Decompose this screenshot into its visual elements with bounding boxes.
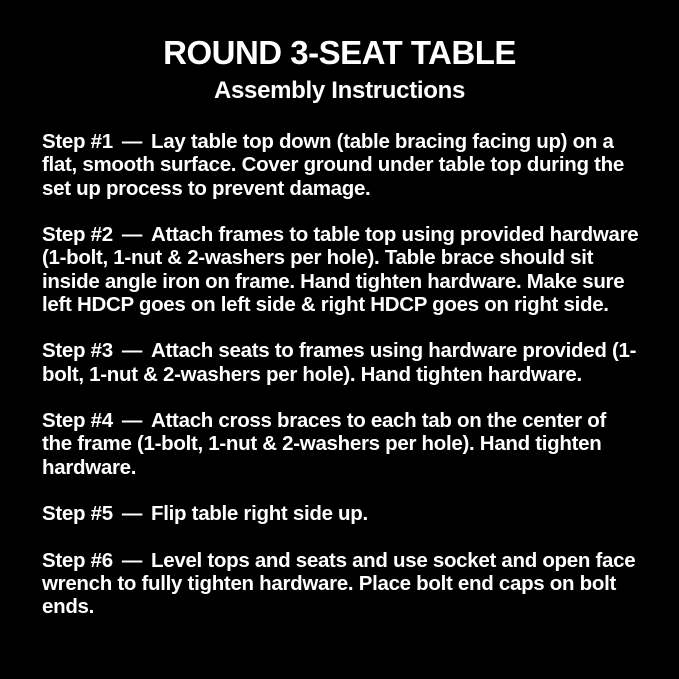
step-3 xyxy=(42,339,641,386)
step-4 xyxy=(42,409,641,479)
step-3-text: Attach seats to frames using hardware provided (1-bolt, 1-nut & 2-washers per hole). Hand tighten hardware. xyxy=(42,339,637,386)
step-6-separator: — xyxy=(121,548,143,572)
page-subtitle: Assembly Instructions xyxy=(213,76,466,104)
step-1-text: Lay table top down (table bracing facing up) on a flat, smooth surface. Cover ground under table top during the set up process to prevent damage. xyxy=(42,129,624,200)
header xyxy=(0,0,679,103)
step-5 xyxy=(42,502,641,525)
step-4-text: Attach cross braces to each tab on the center of the frame (1-bolt, 1-nut & 2-washers per hole). Hand tighten hardware. xyxy=(42,409,606,479)
step-2 xyxy=(42,223,641,316)
step-4-label: Step #4 xyxy=(42,409,113,433)
step-1-separator: — xyxy=(121,129,143,153)
page-title: ROUND 3-SEAT TABLE xyxy=(163,34,516,71)
step-3-label: Step #3 xyxy=(42,339,113,363)
step-2-label: Step #2 xyxy=(42,222,113,246)
step-2-text: Attach frames to table top using provided hardware (1-bolt, 1-nut & 2-washers per hole). Table brace should sit inside angle iron on frame. Hand tighten hardware. Make sure left HDCP goes on left side & right HDCP goes on right side. xyxy=(42,222,639,316)
steps-list xyxy=(0,103,679,619)
step-4-separator: — xyxy=(121,409,143,433)
step-1-label: Step #1 xyxy=(42,129,113,153)
step-2-separator: — xyxy=(121,222,143,246)
step-6-text: Level tops and seats and use socket and open face wrench to fully tighten hardware. Place bolt end caps on bolt ends. xyxy=(42,548,636,619)
step-6 xyxy=(42,549,641,619)
step-3-separator: — xyxy=(121,339,143,363)
step-6-label: Step #6 xyxy=(42,548,113,572)
step-5-text: Flip table right side up. xyxy=(151,502,368,526)
step-5-label: Step #5 xyxy=(42,502,113,526)
step-5-separator: — xyxy=(121,502,143,526)
step-1 xyxy=(42,130,641,200)
